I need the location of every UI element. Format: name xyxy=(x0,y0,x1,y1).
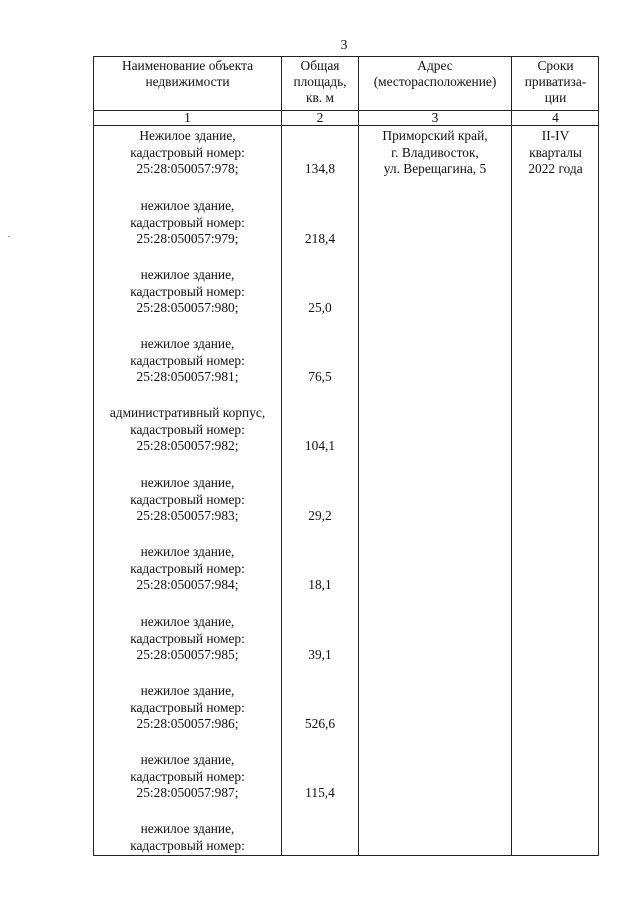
header-name: Наименование объекта недвижимости xyxy=(121,58,254,89)
object-name-row-3: нежилое здание, кадастровый номер: 25:28:050057:980; xyxy=(130,267,245,315)
scan-speck xyxy=(8,236,10,237)
area-row-1: 134,8 xyxy=(304,161,336,176)
area-row-7: 18,1 xyxy=(308,577,332,592)
object-name-row-7: нежилое здание, кадастровый номер: 25:28:050057:984; xyxy=(130,544,245,592)
address-cell: Приморский край, г. Владивосток, ул. Верещагина, 5 xyxy=(382,128,488,176)
area-row-6: 29,2 xyxy=(308,508,332,523)
area-row-9: 526,6 xyxy=(304,716,336,731)
area-row-8: 39,1 xyxy=(308,647,332,662)
object-name-row-2: нежилое здание, кадастровый номер: 25:28:050057:979; xyxy=(130,198,245,246)
object-name-row-5: административный корпус, кадастровый номер: 25:28:050057:982; xyxy=(109,405,266,453)
page-number: 3 xyxy=(340,38,348,53)
object-name-row-8: нежилое здание, кадастровый номер: 25:28:050057:985; xyxy=(130,614,245,662)
object-name-row-1: Нежилое здание, кадастровый номер: 25:28:050057:978; xyxy=(130,128,245,176)
number-row-divider xyxy=(93,125,599,126)
object-name-row-11: нежилое здание, кадастровый номер: xyxy=(130,821,245,853)
column-number-2: 2 xyxy=(316,110,324,125)
area-row-5: 104,1 xyxy=(304,438,336,453)
table-bottom-border xyxy=(93,855,599,856)
object-name-row-4: нежилое здание, кадастровый номер: 25:28:050057:981; xyxy=(130,336,245,384)
header-address: Адрес (месторасположение) xyxy=(373,58,497,89)
column-number-4: 4 xyxy=(552,110,559,125)
column-number-3: 3 xyxy=(431,110,439,125)
object-name-row-9: нежилое здание, кадастровый номер: 25:28:050057:986; xyxy=(130,683,245,731)
privatization-term-cell: II-IV кварталы 2022 года xyxy=(528,128,583,176)
area-row-3: 25,0 xyxy=(308,300,332,315)
area-row-4: 76,5 xyxy=(308,369,332,384)
object-name-row-10: нежилое здание, кадастровый номер: 25:28:050057:987; xyxy=(130,752,245,800)
area-row-2: 218,4 xyxy=(304,231,336,246)
header-area: Общая площадь, кв. м xyxy=(293,58,347,105)
column-number-1: 1 xyxy=(184,110,191,125)
object-name-row-6: нежилое здание, кадастровый номер: 25:28:050057:983; xyxy=(130,475,245,523)
header-term: Сроки приватиза- ции xyxy=(524,58,587,105)
area-row-10: 115,4 xyxy=(305,785,335,800)
